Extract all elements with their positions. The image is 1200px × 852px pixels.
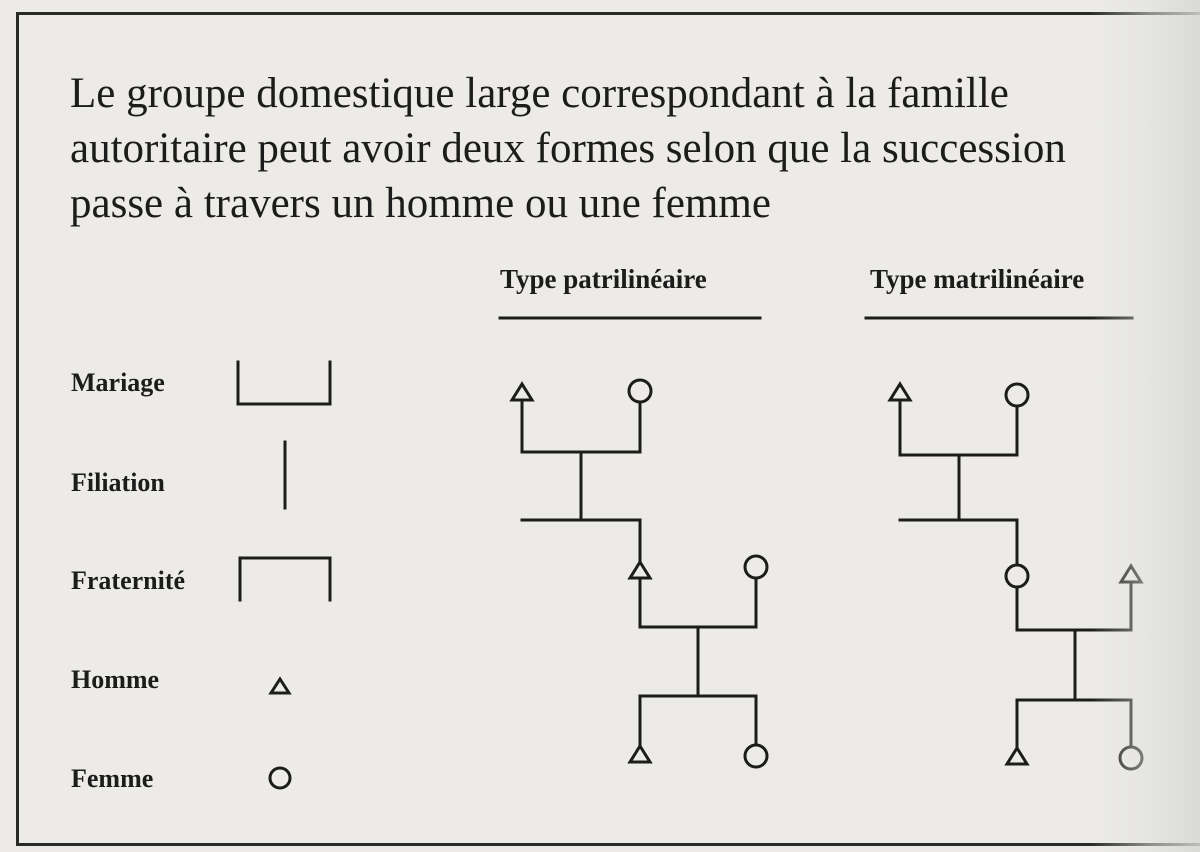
homme-triangle-icon	[271, 679, 289, 693]
patri-gen1-marriage	[522, 400, 640, 452]
patri-gen3-siblings	[640, 696, 756, 744]
patri-gen1-man-icon	[512, 384, 532, 400]
femme-circle-icon	[270, 768, 290, 788]
matri-gen1-marriage	[900, 400, 1017, 455]
matrilineal-tree	[890, 384, 1142, 769]
mariage-symbol	[238, 362, 330, 404]
matri-gen3-siblings	[1017, 700, 1131, 746]
legend-label-homme: Homme	[71, 665, 160, 694]
patri-gen3-man-icon	[630, 746, 650, 762]
matri-gen3-woman-icon	[1120, 747, 1142, 769]
matri-gen2-marriage	[1017, 582, 1131, 630]
figure-heading: Le groupe domestique large correspondant à la famille autoritaire peut avoir deux formes selon que la succession passe à travers un homme ou une femme	[70, 70, 1066, 227]
matri-gen2-woman-icon	[1006, 565, 1028, 587]
patri-gen2-marriage	[640, 578, 756, 627]
fraternite-symbol	[240, 558, 330, 600]
legend-label-fraternite: Fraternité	[71, 566, 186, 595]
matri-gen1-man-icon	[890, 384, 910, 400]
legend-label-femme: Femme	[71, 764, 154, 793]
matri-gen2-siblings	[900, 520, 1017, 564]
patri-gen2-woman-icon	[745, 556, 767, 578]
matri-gen3-man-icon	[1007, 748, 1027, 764]
patrilineal-title: Type patrilinéaire	[500, 264, 707, 294]
matri-gen2-man-icon	[1121, 566, 1141, 582]
patri-gen2-siblings	[522, 520, 640, 560]
matri-gen1-woman-icon	[1006, 384, 1028, 406]
patri-gen2-man-icon	[630, 562, 650, 578]
patri-gen3-woman-icon	[745, 745, 767, 767]
patri-gen1-woman-icon	[629, 380, 651, 402]
patrilineal-tree	[512, 380, 767, 767]
legend-symbols	[238, 362, 330, 788]
matrilineal-title: Type matrilinéaire	[870, 264, 1085, 294]
legend-label-mariage: Mariage	[71, 368, 165, 397]
legend-label-filiation: Filiation	[71, 468, 165, 497]
